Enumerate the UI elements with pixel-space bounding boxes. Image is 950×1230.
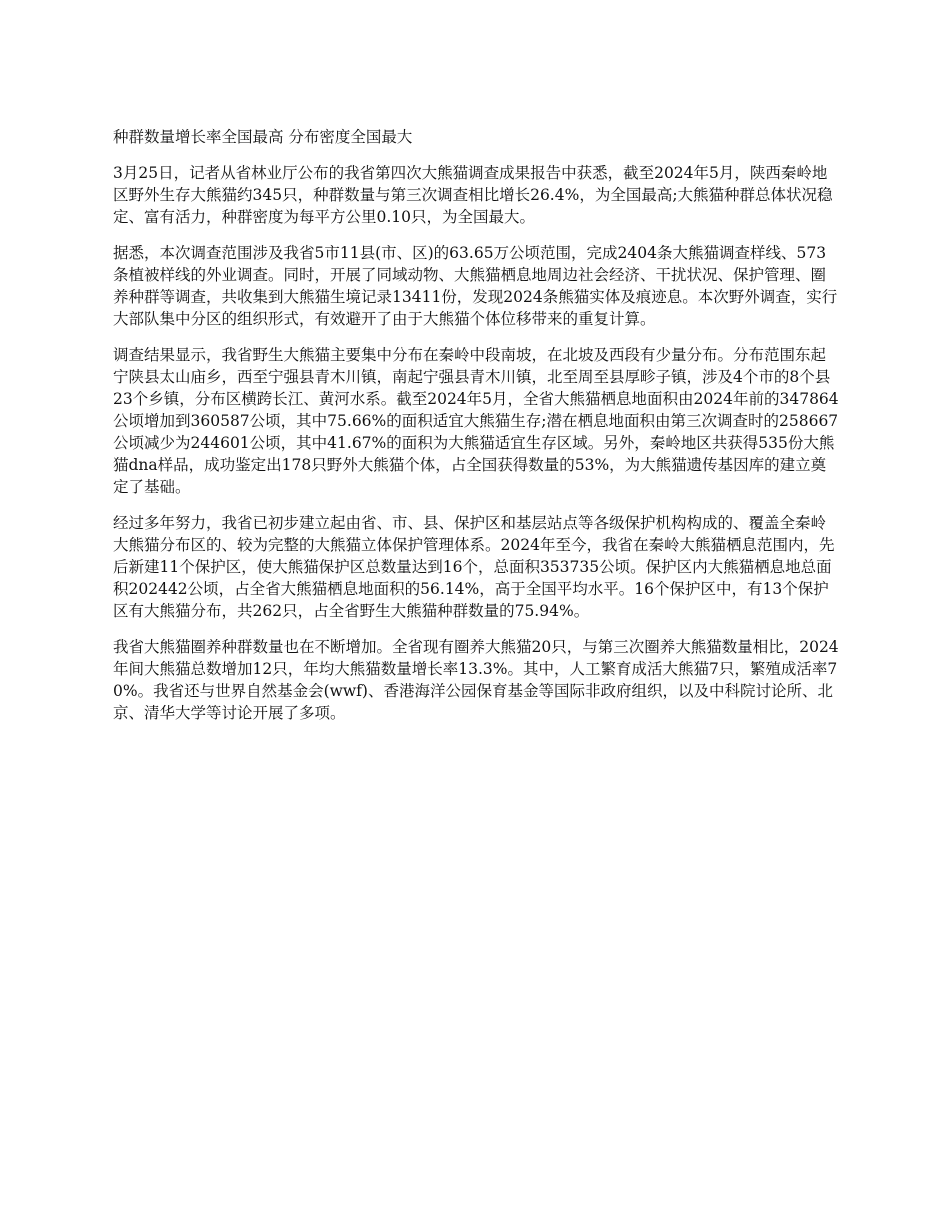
paragraph-survey-scope: 据悉，本次调查范围涉及我省5市11县(市、区)的63.65万公顷范围，完成2404条大熊猫调查样线、573条植被样线的外业调查。同时，开展了同域动物、大熊猫栖息地周边社会经济、干扰状况、保护管理、圈养种群等调查，共收集到大熊猫生境记录13411份，发现2024条熊猫实体及痕迹息。本次野外调查，实行大部队集中分区的组织形式，有效避开了由于大熊猫个体位移带来的重复计算。	[113, 244, 838, 328]
paragraph-survey-result: 3月25日，记者从省林业厅公布的我省第四次大熊猫调查成果报告中获悉，截至2024年5月，陕西秦岭地区野外生存大熊猫约345只，种群数量与第三次调查相比增长26.4%，为全国最高;大熊猫种群总体状况稳定、富有活力，种群密度为每平方公里0.10只，为全国最大。	[113, 164, 833, 226]
paragraph-captive-population: 我省大熊猫圈养种群数量也在不断增加。全省现有圈养大熊猫20只，与第三次圈养大熊猫数量相比，2024年间大熊猫总数增加12只，年均大熊猫数量增长率13.3%。其中，人工繁育成活大熊猫7只，繁殖成活率70%。我省还与世界自然基金会(wwf)、香港海洋公园保育基金等国际非政府组织，以及中科院讨论所、北京、清华大学等讨论开展了多项。	[113, 638, 839, 722]
article-title: 种群数量增长率全国最高 分布密度全国最大	[113, 128, 413, 146]
paragraph-protection-system: 经过多年努力，我省已初步建立起由省、市、县、保护区和基层站点等各级保护机构构成的、覆盖全秦岭大熊猫分布区的、较为完整的大熊猫立体保护管理体系。2024年至今，我省在秦岭大熊猫栖息范围内，先后新建11个保护区，使大熊猫保护区总数量达到16个，总面积353735公顷。保护区内大熊猫栖息地总面积202442公顷，占全省大熊猫栖息地面积的56.14%，高于全国平均水平。16个保护区中，有13个保护区有大熊猫分布，共262只，占全省野生大熊猫种群数量的75.94%。	[113, 514, 835, 620]
paragraph-distribution: 调查结果显示，我省野生大熊猫主要集中分布在秦岭中段南坡，在北坡及西段有少量分布。分布范围东起宁陕县太山庙乡，西至宁强县青木川镇，南起宁强县青木川镇，北至周至县厚畛子镇，涉及4个市的8个县23个乡镇，分布区横跨长江、黄河水系。截至2024年5月，全省大熊猫栖息地面积由2024年前的347864公顷增加到360587公顷，其中75.66%的面积适宜大熊猫生存;潜在栖息地面积由第三次调查时的258667公顷减少为244601公顷，其中41.67%的面积为大熊猫适宜生存区域。另外，秦岭地区共获得535份大熊猫dna样品，成功鉴定出178只野外大熊猫个体，占全国获得数量的53%，为大熊猫遗传基因库的建立奠定了基础。	[113, 346, 839, 496]
document-page	[113, 116, 839, 738]
